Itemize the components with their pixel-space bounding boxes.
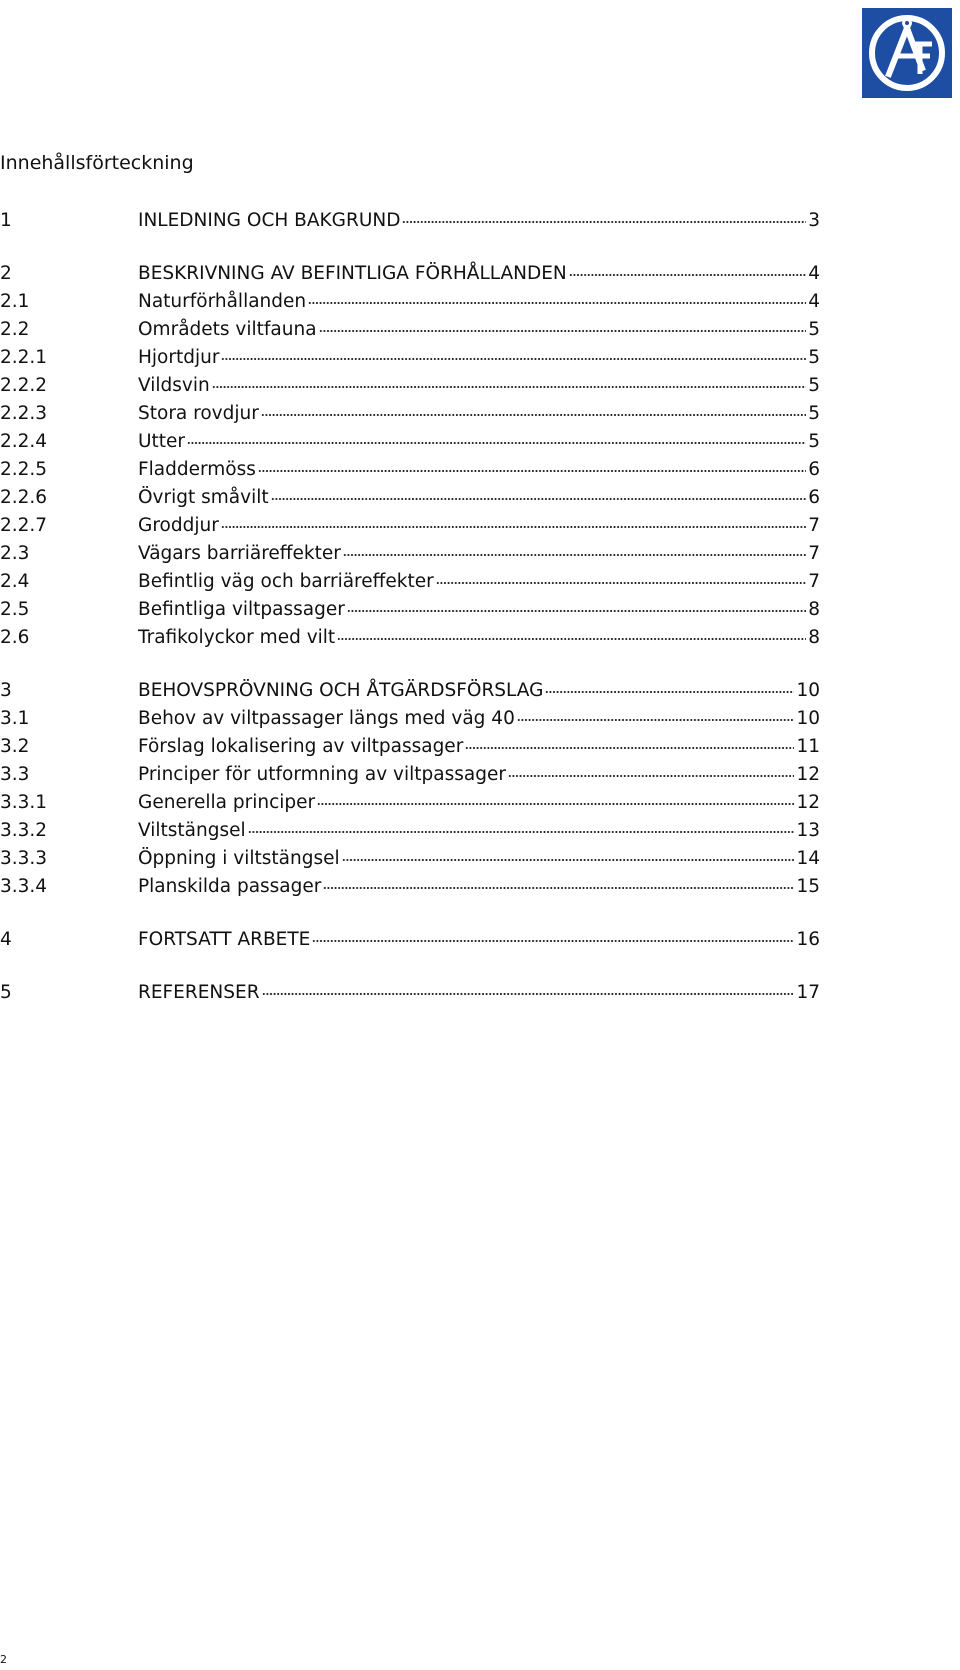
toc-entry-page: 13 bbox=[796, 820, 820, 841]
toc-entry-number: 3.3.3 bbox=[0, 848, 48, 869]
toc-entry-page: 5 bbox=[808, 319, 820, 340]
toc-entry-number: 4 bbox=[0, 929, 12, 950]
toc-entry-title: Naturförhållanden bbox=[138, 291, 307, 312]
toc-entry-title: Öppning i viltstängsel bbox=[138, 848, 340, 869]
toc-entry-title: BESKRIVNING AV BEFINTLIGA FÖRHÅLLANDEN bbox=[138, 263, 567, 284]
toc-dot-leader bbox=[317, 801, 794, 807]
toc-dot-leader bbox=[402, 219, 806, 225]
toc-dot-leader bbox=[319, 328, 807, 334]
toc-dot-leader bbox=[187, 440, 806, 446]
toc-entry[interactable] bbox=[0, 428, 820, 456]
toc-dot-leader bbox=[212, 384, 806, 390]
toc-entry-number: 2.2 bbox=[0, 319, 30, 340]
toc-entry-title: Befintlig väg och barriäreffekter bbox=[138, 571, 434, 592]
toc-entry-page: 10 bbox=[796, 680, 820, 701]
footer-page-number: 2 bbox=[0, 1653, 7, 1666]
toc-entry-number: 2.2.5 bbox=[0, 459, 48, 480]
toc-entry[interactable] bbox=[0, 733, 820, 761]
toc-entry-page: 7 bbox=[808, 515, 820, 536]
toc-entry-title: INLEDNING OCH BAKGRUND bbox=[138, 210, 401, 231]
toc-entry-page: 3 bbox=[808, 210, 820, 231]
toc-heading: Innehållsförteckning bbox=[0, 152, 194, 174]
toc-entry-page: 5 bbox=[808, 375, 820, 396]
toc-entry-number: 3.1 bbox=[0, 708, 30, 729]
toc-entry-title: REFERENSER bbox=[138, 982, 260, 1003]
toc-dot-leader bbox=[569, 272, 806, 278]
toc-entry[interactable] bbox=[0, 400, 820, 428]
toc-entry-title: Hjortdjur bbox=[138, 347, 220, 368]
toc-entry-number: 3.3 bbox=[0, 764, 30, 785]
toc-entry-page: 11 bbox=[796, 736, 820, 757]
toc-entry-page: 4 bbox=[808, 263, 820, 284]
toc-entry-title: Generella principer bbox=[138, 792, 316, 813]
toc-entry-page: 5 bbox=[808, 403, 820, 424]
toc-entry[interactable] bbox=[0, 926, 820, 954]
toc-entry-number: 2.2.1 bbox=[0, 347, 48, 368]
toc-entry-number: 2.6 bbox=[0, 627, 30, 648]
toc-entry-title: Förslag lokalisering av viltpassager bbox=[138, 736, 464, 757]
toc-entry-number: 3 bbox=[0, 680, 12, 701]
toc-entry[interactable] bbox=[0, 260, 820, 288]
toc-entry[interactable] bbox=[0, 624, 820, 652]
toc-dot-leader bbox=[271, 496, 807, 502]
toc-entry-title: FORTSATT ARBETE bbox=[138, 929, 311, 950]
toc-entry-title: BEHOVSPRÖVNING OCH ÅTGÄRDSFÖRSLAG bbox=[138, 680, 544, 701]
toc-entry[interactable] bbox=[0, 568, 820, 596]
toc-entry[interactable] bbox=[0, 705, 820, 733]
toc-entry[interactable] bbox=[0, 873, 820, 901]
toc-dot-leader bbox=[262, 991, 795, 997]
toc-entry-number: 2.2.2 bbox=[0, 375, 48, 396]
toc-entry-number: 5 bbox=[0, 982, 12, 1003]
toc-entry-title: Fladdermöss bbox=[138, 459, 256, 480]
toc-entry-title: Behov av viltpassager längs med väg 40 bbox=[138, 708, 515, 729]
toc-entry-number: 2.1 bbox=[0, 291, 30, 312]
toc-entry-page: 7 bbox=[808, 571, 820, 592]
toc-dot-leader bbox=[465, 745, 794, 751]
table-of-contents bbox=[0, 207, 820, 1007]
toc-entry[interactable] bbox=[0, 845, 820, 873]
toc-dot-leader bbox=[221, 356, 806, 362]
toc-entry-title: Trafikolyckor med vilt bbox=[138, 627, 336, 648]
toc-entry-page: 6 bbox=[808, 487, 820, 508]
toc-entry-page: 4 bbox=[808, 291, 820, 312]
toc-entry[interactable] bbox=[0, 456, 820, 484]
toc-entry-number: 3.3.4 bbox=[0, 876, 48, 897]
toc-dot-leader bbox=[308, 300, 806, 306]
toc-entry[interactable] bbox=[0, 512, 820, 540]
toc-entry-page: 17 bbox=[796, 982, 820, 1003]
toc-entry-page: 5 bbox=[808, 431, 820, 452]
toc-entry[interactable] bbox=[0, 344, 820, 372]
toc-entry-page: 7 bbox=[808, 543, 820, 564]
toc-entry[interactable] bbox=[0, 540, 820, 568]
toc-entry-page: 12 bbox=[796, 792, 820, 813]
toc-entry[interactable] bbox=[0, 677, 820, 705]
toc-entry[interactable] bbox=[0, 484, 820, 512]
toc-entry-title: Stora rovdjur bbox=[138, 403, 259, 424]
toc-entry-title: Utter bbox=[138, 431, 186, 452]
toc-entry-title: Vägars barriäreffekter bbox=[138, 543, 341, 564]
toc-entry-page: 6 bbox=[808, 459, 820, 480]
toc-entry-title: Planskilda passager bbox=[138, 876, 322, 897]
toc-dot-leader bbox=[347, 608, 806, 614]
toc-dot-leader bbox=[312, 938, 794, 944]
toc-dot-leader bbox=[517, 717, 795, 723]
toc-entry-page: 12 bbox=[796, 764, 820, 785]
toc-entry-title: Vildsvin bbox=[138, 375, 210, 396]
toc-entry-number: 3.3.1 bbox=[0, 792, 48, 813]
toc-entry-title: Groddjur bbox=[138, 515, 219, 536]
toc-entry-number: 3.2 bbox=[0, 736, 30, 757]
toc-dot-leader bbox=[248, 829, 795, 835]
toc-entry-page: 8 bbox=[808, 627, 820, 648]
toc-dot-leader bbox=[261, 412, 806, 418]
toc-entry-number: 1 bbox=[0, 210, 12, 231]
toc-entry-number: 2 bbox=[0, 263, 12, 284]
toc-entry[interactable] bbox=[0, 316, 820, 344]
toc-dot-leader bbox=[323, 885, 794, 891]
toc-entry-page: 16 bbox=[796, 929, 820, 950]
toc-entry-title: Områdets viltfauna bbox=[138, 319, 317, 340]
toc-entry-number: 2.2.4 bbox=[0, 431, 48, 452]
toc-dot-leader bbox=[221, 524, 806, 530]
toc-entry[interactable] bbox=[0, 288, 820, 316]
toc-dot-leader bbox=[258, 468, 806, 474]
toc-entry[interactable] bbox=[0, 789, 820, 817]
toc-dot-leader bbox=[337, 636, 806, 642]
toc-entry-page: 5 bbox=[808, 347, 820, 368]
toc-entry[interactable] bbox=[0, 372, 820, 400]
toc-entry-title: Befintliga viltpassager bbox=[138, 599, 345, 620]
toc-entry-title: Övrigt småvilt bbox=[138, 487, 269, 508]
toc-dot-leader bbox=[342, 857, 795, 863]
toc-entry-number: 2.5 bbox=[0, 599, 30, 620]
toc-entry-page: 8 bbox=[808, 599, 820, 620]
toc-entry-number: 2.2.6 bbox=[0, 487, 48, 508]
toc-entry[interactable] bbox=[0, 207, 820, 235]
toc-entry-title: Principer för utformning av viltpassager bbox=[138, 764, 506, 785]
toc-entry[interactable] bbox=[0, 596, 820, 624]
toc-entry-page: 14 bbox=[796, 848, 820, 869]
toc-dot-leader bbox=[508, 773, 795, 779]
toc-entry[interactable] bbox=[0, 979, 820, 1007]
toc-entry-number: 3.3.2 bbox=[0, 820, 48, 841]
toc-entry-number: 2.2.3 bbox=[0, 403, 48, 424]
toc-entry-title: Viltstängsel bbox=[138, 820, 246, 841]
toc-entry-page: 15 bbox=[796, 876, 820, 897]
toc-dot-leader bbox=[436, 580, 806, 586]
toc-entry-number: 2.3 bbox=[0, 543, 30, 564]
toc-dot-leader bbox=[545, 689, 794, 695]
toc-entry[interactable] bbox=[0, 761, 820, 789]
toc-entry-page: 10 bbox=[796, 708, 820, 729]
toc-entry-number: 2.4 bbox=[0, 571, 30, 592]
toc-entry-number: 2.2.7 bbox=[0, 515, 48, 536]
circle-monogram-logo-icon bbox=[862, 8, 952, 98]
toc-dot-leader bbox=[343, 552, 806, 558]
toc-entry[interactable] bbox=[0, 817, 820, 845]
